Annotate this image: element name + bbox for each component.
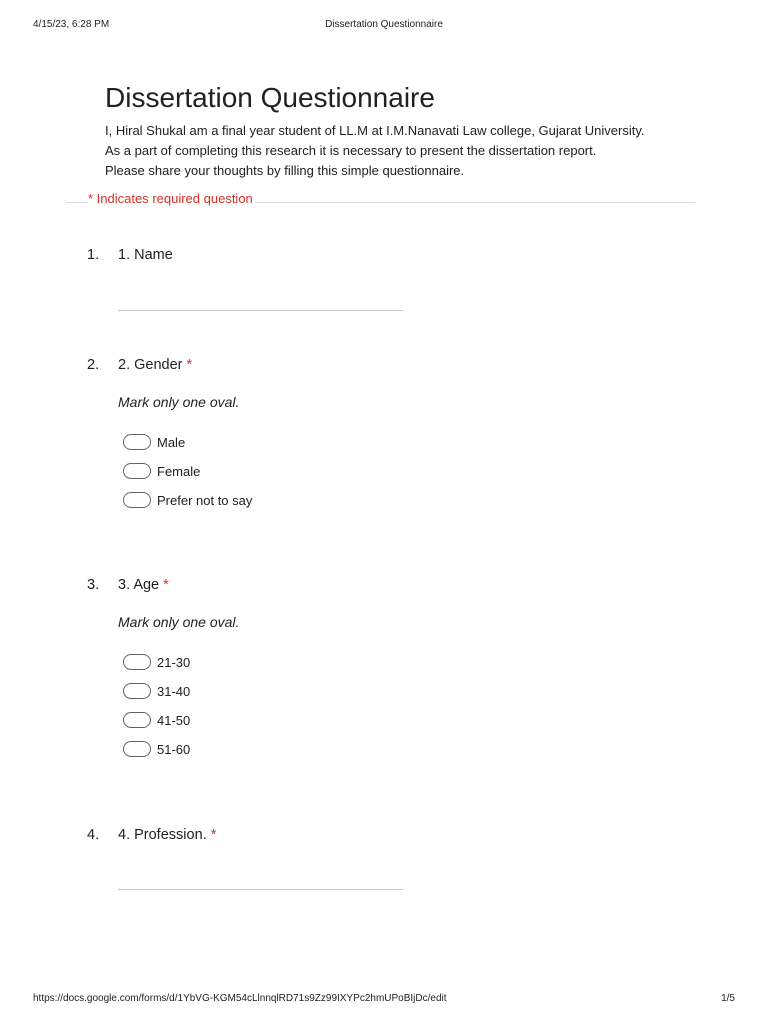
oval-radio[interactable]	[123, 741, 151, 757]
print-date: 4/15/23, 6:28 PM	[33, 19, 110, 30]
option-label: 41-50	[157, 712, 191, 728]
age-option-21-30[interactable]	[123, 652, 190, 672]
question-name	[87, 247, 173, 263]
question-hint: Mark only one oval.	[118, 394, 240, 410]
required-note: * Indicates required question	[88, 191, 253, 206]
option-label: Female	[157, 463, 201, 479]
question-label: 1. Name	[118, 247, 173, 263]
question-number: 1.	[87, 247, 100, 263]
form-description-line: I, Hiral Shukal am a final year student of LL.M at I.M.Nanavati Law college, Gujarat University.	[105, 123, 645, 138]
oval-radio[interactable]	[123, 683, 151, 699]
question-profession	[87, 827, 216, 843]
required-asterisk: *	[186, 357, 193, 373]
form-description	[105, 121, 725, 181]
option-label: 31-40	[157, 683, 191, 699]
age-option-51-60[interactable]	[123, 739, 190, 759]
print-footer	[33, 993, 735, 1007]
option-label: 51-60	[157, 741, 191, 757]
required-asterisk: *	[210, 827, 217, 843]
question-label: 4. Profession.	[118, 827, 207, 843]
print-url: https://docs.google.com/forms/d/1YbVG-KGM54cLlnnqlRD71s9Zz99IXYPc2hmUPoBIjDc/edit	[33, 993, 447, 1004]
form-title: Dissertation Questionnaire	[105, 82, 435, 113]
print-doc-title: Dissertation Questionnaire	[325, 19, 443, 30]
required-asterisk: *	[163, 577, 169, 593]
question-number: 2.	[87, 357, 100, 373]
question-age	[87, 577, 169, 593]
question-label: 3. Age	[118, 577, 160, 593]
option-label: 21-30	[157, 654, 191, 670]
gender-option-male[interactable]	[123, 432, 185, 452]
question-label: 2. Gender	[118, 357, 183, 373]
option-label: Male	[157, 434, 186, 450]
question-number: 3.	[87, 577, 100, 593]
oval-radio[interactable]	[123, 434, 151, 450]
oval-radio[interactable]	[123, 712, 151, 728]
option-label: Prefer not to say	[157, 492, 253, 508]
profession-answer-field[interactable]	[118, 889, 403, 890]
print-header	[33, 19, 735, 33]
oval-radio[interactable]	[123, 463, 151, 479]
form-description-line: As a part of completing this research it is necessary to present the dissertation report.	[105, 143, 597, 158]
question-gender	[87, 357, 192, 373]
question-number: 4.	[87, 827, 100, 843]
gender-option-prefer-not[interactable]	[123, 490, 252, 510]
form-description-line: Please share your thoughts by filling this simple questionnaire.	[105, 163, 465, 178]
name-answer-field[interactable]	[118, 310, 403, 311]
oval-radio[interactable]	[123, 492, 151, 508]
gender-option-female[interactable]	[123, 461, 200, 481]
page-number: 1/5	[721, 993, 735, 1004]
age-option-31-40[interactable]	[123, 681, 190, 701]
age-option-41-50[interactable]	[123, 710, 190, 730]
oval-radio[interactable]	[123, 654, 151, 670]
question-hint: Mark only one oval.	[118, 614, 240, 630]
